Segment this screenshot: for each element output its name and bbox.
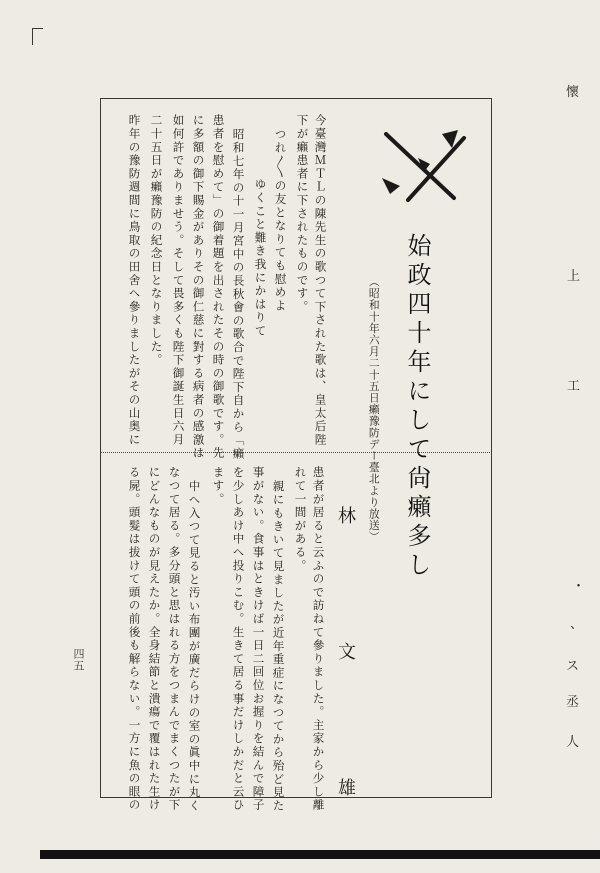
scan-edge-bar (40, 850, 600, 859)
body-column: 患者を慰めて」の御着題を出されたその時の御歌です。先 (211, 114, 226, 460)
body-column: 親にもきいて見ましたが近年重症になつてから殆ど見た (271, 480, 286, 813)
body-column: 昭和七年の十一月宮中の長秋會の歌合で陛下自から「癩 (231, 128, 246, 461)
margin-mark: 、 (570, 617, 584, 632)
body-column: 今臺灣ＭＴＬの陳先生の歌つて下された歌は、皇太后陛 (313, 114, 328, 447)
body-column: 下が癩患者に下されたものです。 (295, 114, 310, 314)
article-author: 林 文 雄 (335, 506, 356, 846)
body-column: なつて居る。多分頭と思はれる方をつまんでまくつたが下 (167, 466, 182, 812)
crossed-pens-ornament (378, 128, 473, 208)
body-column: 患者が居ると云ふので訪ねて參りました。主家から少し離 (311, 466, 326, 812)
body-column: 如何許でありませう。そして畏多くも陛下御誕生日六月 (171, 114, 186, 447)
poem-line: ゆくこと難き我にかはりて (253, 178, 268, 338)
body-column: る屍。頭髮は拔けて頭の前後も解らない。一方に魚の眼の (127, 466, 142, 812)
margin-mark: ス (566, 659, 580, 674)
body-column: 二十五日が癩豫防の紀念日となりました。 (149, 114, 164, 367)
corner-mark (32, 28, 43, 45)
body-column: 昨年の豫防週間に鳥取の田舍へ參りましたがその山奥に (127, 114, 142, 447)
body-column: 事がない。食事はときけば一日二回位お握りを結んで障子 (251, 466, 266, 812)
margin-mark: 上 (567, 269, 581, 284)
article-title: 始政四十年にして尙癩多し (403, 233, 431, 581)
margin-mark: 懷 (566, 85, 580, 100)
body-column: を少しあけ中へ投りこむ。生きて居る事だけしかだと云ひ (231, 466, 246, 812)
margin-mark: 人 (566, 735, 580, 750)
body-column: 中へ入つて見ると汚い布團が廣だらけの室の眞中に丸く (187, 480, 202, 813)
margin-mark: 工 (567, 379, 581, 394)
body-column: に多額の御下賜金がありその御仁慈に對する病者の感激は (191, 114, 206, 460)
page-number: 四五 (72, 648, 85, 672)
body-column: ます。 (211, 466, 226, 506)
poem-line: つれ〳〵の友となりても慰めよ (273, 128, 288, 313)
body-column: にどんなものが見えたか。全身結節と潰瘍で覆はれた生け (147, 466, 162, 812)
article-subtitle: （昭和十年六月二十五日癩豫防デー臺北より放送） (367, 276, 381, 543)
body-column: れて一間がある。 (293, 466, 308, 573)
section-divider (100, 452, 490, 453)
margin-mark: ・ (572, 579, 586, 594)
margin-mark: 丞 (566, 695, 580, 710)
